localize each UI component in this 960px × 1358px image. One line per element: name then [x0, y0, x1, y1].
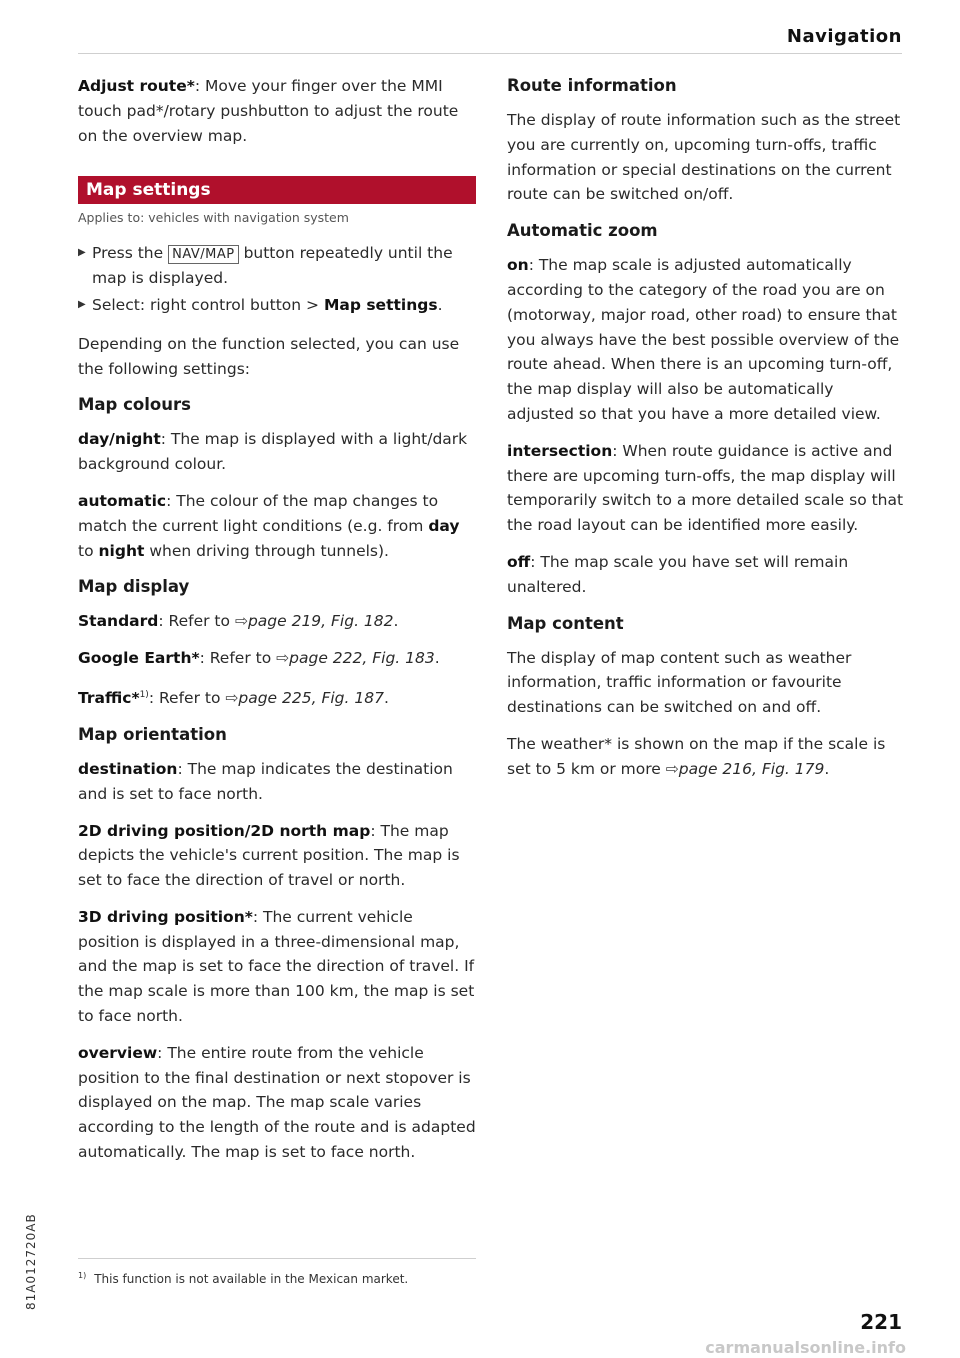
- zoom-on-paragraph: on: The map scale is adjusted automatically according to the category of the road you are on (motorway, major road, other road) to ensure that you always have the best possible overview of the route ahead. When there is an upcoming turn-off, the map display will also be automatically adjusted so that you have a more detailed view.: [507, 256, 900, 423]
- footnote-marker: 1): [139, 689, 149, 700]
- heading-map-content: Map content: [507, 613, 624, 633]
- heading-map-colours: Map colours: [78, 395, 191, 415]
- triangle-bullet-icon: ▶: [78, 298, 86, 310]
- heading-map-orientation: Map orientation: [78, 724, 227, 744]
- weather-paragraph: The weather* is shown on the map if the scale is set to 5 km or more ⇨page 216, Fig. 179.: [507, 734, 886, 778]
- zoom-intersection-paragraph: intersection: When route guidance is active and there are upcoming turn-offs, the map display will temporarily switch to a more detailed scale so that the road layout can be identified more easily.: [507, 441, 904, 535]
- document-code: 81A012720AB: [24, 1213, 38, 1310]
- adjust-route-paragraph: Adjust route*: Move your finger over the MMI touch pad*/rotary pushbutton to adjust the route on the overview map.: [78, 77, 459, 145]
- page-reference-link[interactable]: page 216, Fig. 179: [678, 759, 825, 778]
- 3d-driving-paragraph: 3D driving position*: The current vehicle position is displayed in a three-dimensional map, and the map is set to face the direction of travel. If the map scale is more than 100 km, the map is set to face north.: [78, 907, 475, 1026]
- instruction-steps: [78, 241, 476, 317]
- page-reference-link[interactable]: page 219, Fig. 182: [247, 612, 394, 631]
- day-night-paragraph: day/night: The map is displayed with a light/dark background colour.: [78, 430, 468, 474]
- map-content-paragraph: The display of map content such as weather information, traffic information or favourite destinations can be switched on and off.: [507, 648, 852, 717]
- page-number: 221: [860, 1310, 902, 1334]
- step-2: ▶ Select: right control button > Map settings.: [78, 293, 476, 318]
- page-reference-link[interactable]: page 225, Fig. 187: [238, 689, 384, 708]
- footnote-divider: [78, 1258, 476, 1259]
- reference-arrow-icon: ⇨: [225, 689, 239, 708]
- heading-route-information: Route information: [507, 76, 677, 95]
- destination-paragraph: destination: The map indicates the destination and is set to face north.: [78, 759, 453, 803]
- zoom-off-paragraph: off: The map scale you have set will remain unaltered.: [507, 552, 849, 596]
- page-reference-link[interactable]: page 222, Fig. 183: [289, 649, 435, 668]
- applies-to-note: Applies to: vehicles with navigation system: [78, 210, 349, 226]
- step-1: ▶ Press the NAV/MAP button repeatedly until the map is displayed.: [78, 241, 476, 291]
- footnote: $^{1)}$ This function is not available in the Mexican market.: [78, 1271, 409, 1286]
- triangle-bullet-icon: ▶: [78, 247, 86, 259]
- 2d-driving-paragraph: 2D driving position/2D north map: The map depicts the vehicle's current position. The map is set to face the direction of travel or north.: [78, 821, 460, 890]
- reference-arrow-icon: ⇨: [276, 649, 290, 668]
- reference-arrow-icon: ⇨: [234, 612, 248, 631]
- running-header: Navigation: [786, 26, 902, 47]
- heading-automatic-zoom: Automatic zoom: [507, 221, 658, 241]
- watermark: carmanualsonline.info: [705, 1338, 906, 1357]
- standard-paragraph: Standard: Refer to ⇨page 219, Fig. 182.: [78, 612, 399, 631]
- google-earth-paragraph: Google Earth*: Refer to ⇨page 222, Fig. 183.: [78, 649, 440, 668]
- header-divider: [78, 53, 902, 54]
- automatic-colour-paragraph: automatic: The colour of the map changes to match the current light conditions (e.g. from day to night when driving through tunnels).: [78, 491, 460, 560]
- traffic-paragraph: Traffic*$^{1)}$: Refer to ⇨page 225, Fig. 187.: [78, 689, 389, 708]
- right-column: [507, 74, 905, 794]
- nav-map-key: NAV/MAP: [168, 245, 239, 264]
- section-title-map-settings: Map settings: [78, 176, 476, 204]
- reference-arrow-icon: ⇨: [665, 759, 679, 778]
- intro-paragraph: Depending on the function selected, you can use the following settings:: [78, 334, 460, 378]
- overview-paragraph: overview: The entire route from the vehicle position to the final destination or next stopover is displayed on the map. The map scale varies according to the length of the route and is adapted automatically. The map is set to face north.: [78, 1043, 476, 1162]
- route-information-paragraph: The display of route information such as the street you are currently on, upcoming turn-offs, traffic information or special destinations on the current route can be switched on/off.: [507, 111, 901, 204]
- heading-map-display: Map display: [78, 577, 190, 597]
- left-column: [78, 74, 476, 1177]
